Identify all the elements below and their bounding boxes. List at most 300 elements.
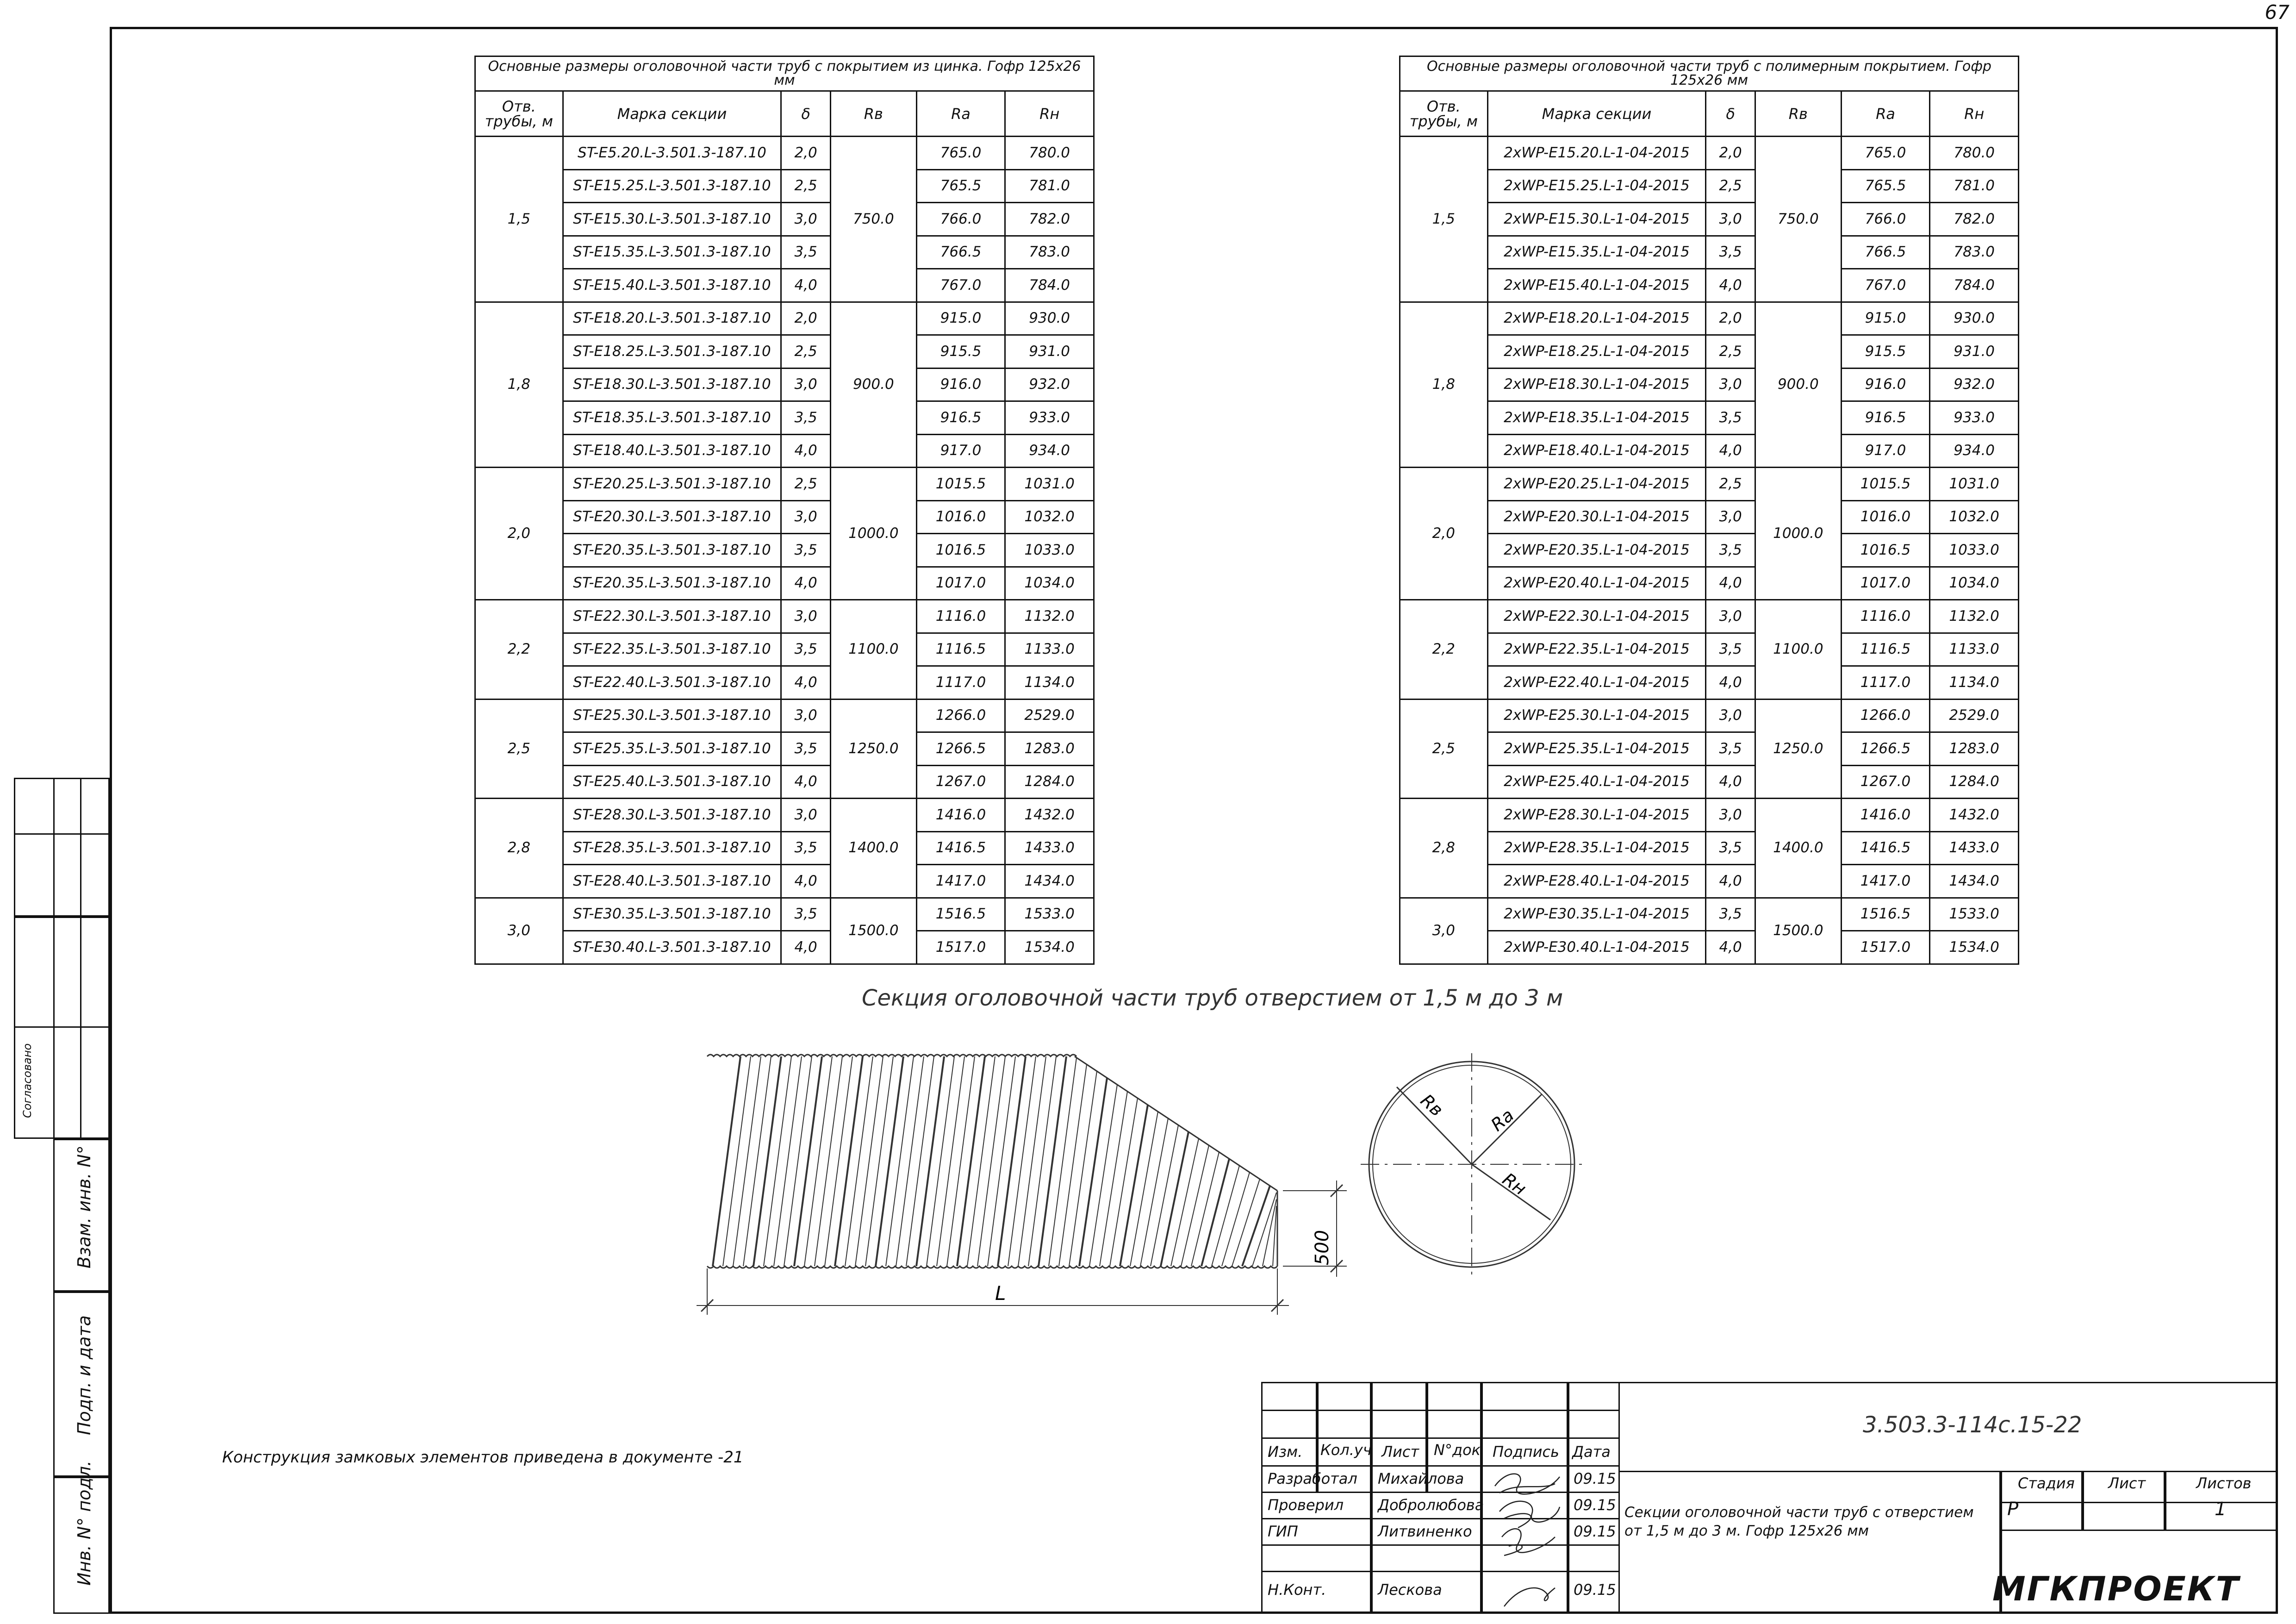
ra-cell: 766.5: [916, 236, 1005, 269]
table-row: [475, 732, 1094, 766]
section-mark-cell: 2xWP-E28.35.L-1-04-2015: [1487, 831, 1706, 865]
column-header: Отв. трубы, м: [1400, 91, 1488, 137]
ra-cell: 766.0: [1841, 203, 1930, 236]
polymer-dimensions-table: [1399, 56, 2019, 965]
signatures: [1490, 1468, 1569, 1611]
section-mark-cell: ST-E28.30.L-3.501.3-187.10: [563, 799, 781, 832]
ra-cell: 1266.5: [1841, 732, 1930, 766]
col-header-sheet: Лист: [1381, 1443, 1419, 1461]
thickness-cell: 3,0: [781, 500, 831, 534]
rn-cell: 1033.0: [1005, 534, 1094, 567]
rn-cell: 1032.0: [1930, 500, 2019, 534]
rn-cell: 930.0: [1005, 302, 1094, 335]
section-mark-cell: 2xWP-E20.25.L-1-04-2015: [1487, 468, 1706, 501]
section-mark-cell: ST-E15.35.L-3.501.3-187.10: [563, 236, 781, 269]
rn-cell: 2529.0: [1930, 699, 2019, 732]
section-mark-cell: ST-E30.35.L-3.501.3-187.10: [563, 898, 781, 931]
ra-cell: 1266.5: [916, 732, 1005, 766]
hole-size-cell: 1,5: [1400, 137, 1488, 302]
thickness-cell: 2,0: [1706, 302, 1755, 335]
rn-cell: 1134.0: [1005, 666, 1094, 700]
hole-size-cell: 2,2: [475, 600, 563, 700]
section-mark-cell: ST-E22.30.L-3.501.3-187.10: [563, 600, 781, 633]
thickness-cell: 3,0: [1706, 699, 1755, 732]
col-header-signature: Подпись: [1493, 1443, 1559, 1461]
table-row: [475, 169, 1094, 203]
table-row: [1400, 600, 2019, 633]
section-mark-cell: 2xWP-E25.40.L-1-04-2015: [1487, 765, 1706, 799]
thickness-cell: 3,0: [1706, 600, 1755, 633]
hatch-line: [1120, 1105, 1148, 1266]
rn-cell: 1132.0: [1930, 600, 2019, 633]
thickness-cell: 3,0: [1706, 368, 1755, 401]
rn-cell: 781.0: [1930, 169, 2019, 203]
rn-cell: 1534.0: [1930, 931, 2019, 964]
bottom-corrugation: [707, 1266, 1277, 1268]
sheet-label: Лист: [2108, 1474, 2146, 1492]
table-row: [475, 203, 1094, 236]
hole-size-cell: 3,0: [1400, 898, 1488, 964]
ra-cell: 1416.0: [1841, 799, 1930, 832]
section-mark-cell: 2xWP-E28.40.L-1-04-2015: [1487, 865, 1706, 898]
col-header-change: Изм.: [1268, 1443, 1303, 1461]
stage-value: Р: [2007, 1499, 2019, 1520]
column-header: δ: [1706, 91, 1755, 137]
ra-cell: 915.0: [1841, 302, 1930, 335]
rn-cell: 1034.0: [1005, 567, 1094, 600]
section-mark-cell: ST-E15.30.L-3.501.3-187.10: [563, 203, 781, 236]
section-mark-cell: ST-E22.40.L-3.501.3-187.10: [563, 666, 781, 700]
thickness-cell: 2,5: [781, 335, 831, 369]
rn-cell: 1432.0: [1005, 799, 1094, 832]
rn-cell: 783.0: [1005, 236, 1094, 269]
section-mark-cell: 2xWP-E30.35.L-1-04-2015: [1487, 898, 1706, 931]
section-mark-cell: ST-E30.40.L-3.501.3-187.10: [563, 931, 781, 964]
table-title: Основные размеры оголовочной части труб с полимерным покрытием. Гофр 125x26 мм: [1400, 56, 2019, 91]
signer-name: Михайлова: [1378, 1470, 1464, 1487]
section-cross-view: [1361, 1053, 1620, 1294]
ra-cell: 915.5: [1841, 335, 1930, 369]
table-row: [1400, 302, 2019, 335]
table-row: [475, 831, 1094, 865]
section-mark-cell: ST-E25.30.L-3.501.3-187.10: [563, 699, 781, 732]
ra-cell: 1017.0: [916, 567, 1005, 600]
rn-cell: 933.0: [1930, 401, 2019, 435]
thickness-cell: 3,5: [781, 401, 831, 435]
thickness-cell: 2,0: [1706, 137, 1755, 170]
table-row: [475, 633, 1094, 666]
signer-role: Проверил: [1268, 1496, 1344, 1514]
thickness-cell: 3,5: [1706, 831, 1755, 865]
rn-cell: 1534.0: [1005, 931, 1094, 964]
title-block: [1261, 1382, 2278, 1614]
hole-size-cell: 2,8: [1400, 799, 1488, 898]
ra-cell: 765.0: [916, 137, 1005, 170]
thickness-cell: 3,5: [1706, 633, 1755, 666]
thickness-cell: 4,0: [781, 865, 831, 898]
col-header-docno: N°док: [1434, 1441, 1481, 1459]
section-mark-cell: ST-E25.40.L-3.501.3-187.10: [563, 765, 781, 799]
ra-cell: 1015.5: [1841, 468, 1930, 501]
table-row: [1400, 898, 2019, 931]
thickness-cell: 4,0: [781, 434, 831, 468]
thickness-cell: 4,0: [781, 931, 831, 964]
section-mark-cell: 2xWP-E25.35.L-1-04-2015: [1487, 732, 1706, 766]
column-header: Rв: [1755, 91, 1842, 137]
table-row: [475, 931, 1094, 964]
signer-role: Разработал: [1268, 1470, 1357, 1487]
ra-cell: 1016.0: [1841, 500, 1930, 534]
table-row: [475, 137, 1094, 170]
rv-cell: 1000.0: [831, 468, 917, 600]
ra-cell: 1517.0: [1841, 931, 1930, 964]
hole-size-cell: 1,8: [475, 302, 563, 468]
section-mark-cell: ST-E28.35.L-3.501.3-187.10: [563, 831, 781, 865]
ra-cell: 915.0: [916, 302, 1005, 335]
ra-cell: 1116.5: [916, 633, 1005, 666]
table-row: [475, 600, 1094, 633]
hatch-line: [1171, 1138, 1199, 1266]
signer-date: 09.15: [1574, 1523, 1616, 1540]
rn-cell: 934.0: [1930, 434, 2019, 468]
thickness-cell: 3,5: [781, 732, 831, 766]
zinc-dimensions-table: [474, 56, 1095, 965]
hatch-line: [1201, 1159, 1229, 1266]
thickness-cell: 4,0: [1706, 666, 1755, 700]
rn-cell: 781.0: [1005, 169, 1094, 203]
stage-label: Стадия: [2018, 1474, 2075, 1492]
table-row: [1400, 169, 2019, 203]
ra-cell: 916.0: [1841, 368, 1930, 401]
rn-cell: 1133.0: [1930, 633, 2019, 666]
table-row: [475, 898, 1094, 931]
rn-cell: 1434.0: [1930, 865, 2019, 898]
thickness-cell: 4,0: [781, 666, 831, 700]
thickness-cell: 3,5: [781, 898, 831, 931]
rn-cell: 1133.0: [1005, 633, 1094, 666]
section-mark-cell: ST-E18.30.L-3.501.3-187.10: [563, 368, 781, 401]
rv-cell: 900.0: [831, 302, 917, 468]
col-header-count: Кол.уч: [1320, 1441, 1372, 1459]
hole-size-cell: 2,2: [1400, 600, 1488, 700]
thickness-cell: 3,5: [781, 831, 831, 865]
thickness-cell: 3,5: [781, 633, 831, 666]
table-row: [475, 500, 1094, 534]
table-row: [475, 699, 1094, 732]
ra-cell: 916.5: [916, 401, 1005, 435]
label-ra: Ra: [1487, 1105, 1518, 1136]
rn-cell: 1284.0: [1005, 765, 1094, 799]
ra-cell: 1116.0: [916, 600, 1005, 633]
thickness-cell: 4,0: [1706, 434, 1755, 468]
thickness-cell: 4,0: [781, 765, 831, 799]
hole-size-cell: 3,0: [475, 898, 563, 964]
signer-name: Добролюбова: [1378, 1496, 1484, 1514]
section-mark-cell: ST-E18.35.L-3.501.3-187.10: [563, 401, 781, 435]
hatch-line: [1079, 1078, 1107, 1266]
ra-cell: 1116.5: [1841, 633, 1930, 666]
section-mark-cell: 2xWP-E18.20.L-1-04-2015: [1487, 302, 1706, 335]
column-header: Rн: [1005, 91, 1094, 137]
table-row: [475, 468, 1094, 501]
hole-size-cell: 1,5: [475, 137, 563, 302]
thickness-cell: 3,0: [1706, 799, 1755, 832]
ra-cell: 917.0: [1841, 434, 1930, 468]
rv-cell: 900.0: [1755, 302, 1842, 468]
thickness-cell: 3,0: [781, 368, 831, 401]
rn-cell: 931.0: [1930, 335, 2019, 369]
section-mark-cell: ST-E5.20.L-3.501.3-187.10: [563, 137, 781, 170]
section-mark-cell: 2xWP-E15.35.L-1-04-2015: [1487, 236, 1706, 269]
ra-cell: 765.5: [1841, 169, 1930, 203]
section-mark-cell: ST-E18.20.L-3.501.3-187.10: [563, 302, 781, 335]
signer-date: 09.15: [1574, 1496, 1616, 1514]
rv-cell: 1400.0: [1755, 799, 1842, 898]
ra-cell: 767.0: [1841, 269, 1930, 302]
thickness-cell: 3,0: [781, 203, 831, 236]
inv-replace-label: Взам. инв. N°: [74, 1145, 94, 1268]
thickness-cell: 2,5: [781, 169, 831, 203]
rn-cell: 1533.0: [1005, 898, 1094, 931]
section-mark-cell: 2xWP-E18.40.L-1-04-2015: [1487, 434, 1706, 468]
ra-cell: 766.5: [1841, 236, 1930, 269]
rn-cell: 1283.0: [1930, 732, 2019, 766]
signer-name: Лескова: [1378, 1581, 1442, 1599]
table-row: [1400, 865, 2019, 898]
rn-cell: 1434.0: [1005, 865, 1094, 898]
rn-cell: 784.0: [1005, 269, 1094, 302]
rn-cell: 931.0: [1005, 335, 1094, 369]
table-row: [475, 865, 1094, 898]
thickness-cell: 4,0: [1706, 865, 1755, 898]
hatch-line: [1140, 1118, 1168, 1266]
ra-cell: 917.0: [916, 434, 1005, 468]
thickness-cell: 2,0: [781, 302, 831, 335]
rn-cell: 782.0: [1005, 203, 1094, 236]
table-row: [475, 434, 1094, 468]
column-header: Отв. трубы, м: [475, 91, 563, 137]
inv-orig-label: Инв. N° подл.: [74, 1460, 94, 1586]
column-header: Rн: [1930, 91, 2019, 137]
rn-cell: 1284.0: [1930, 765, 2019, 799]
table-row: [475, 335, 1094, 369]
table-row: [1400, 732, 2019, 766]
column-header: Rв: [831, 91, 917, 137]
rn-cell: 1034.0: [1930, 567, 2019, 600]
signer-name: Литвиненко: [1378, 1523, 1472, 1540]
thickness-cell: 3,5: [1706, 534, 1755, 567]
thickness-cell: 2,5: [1706, 169, 1755, 203]
hatch-line: [1212, 1166, 1239, 1266]
thickness-cell: 2,5: [1706, 335, 1755, 369]
rn-cell: 1433.0: [1930, 831, 2019, 865]
hatch-line: [1089, 1085, 1117, 1266]
section-mark-cell: ST-E18.25.L-3.501.3-187.10: [563, 335, 781, 369]
ra-cell: 915.5: [916, 335, 1005, 369]
ra-cell: 1267.0: [1841, 765, 1930, 799]
thickness-cell: 3,0: [1706, 500, 1755, 534]
rn-cell: 1533.0: [1930, 898, 2019, 931]
rn-cell: 1033.0: [1930, 534, 2019, 567]
ra-cell: 1516.5: [1841, 898, 1930, 931]
table-row: [1400, 401, 2019, 435]
page-number: 67: [2265, 1, 2290, 24]
section-mark-cell: ST-E18.40.L-3.501.3-187.10: [563, 434, 781, 468]
label-rv: Rв: [1416, 1090, 1447, 1121]
ra-cell: 1016.5: [916, 534, 1005, 567]
thickness-cell: 3,0: [781, 699, 831, 732]
table-row: [1400, 269, 2019, 302]
section-mark-cell: 2xWP-E18.25.L-1-04-2015: [1487, 335, 1706, 369]
dim-length-label: L: [995, 1282, 1006, 1305]
hatch-line: [1161, 1132, 1188, 1266]
thickness-cell: 3,5: [1706, 898, 1755, 931]
rn-cell: 1031.0: [1005, 468, 1094, 501]
section-mark-cell: 2xWP-E15.40.L-1-04-2015: [1487, 269, 1706, 302]
thickness-cell: 4,0: [1706, 931, 1755, 964]
agreed-label: Согласовано: [21, 1043, 34, 1118]
thickness-cell: 4,0: [1706, 269, 1755, 302]
table-row: [475, 534, 1094, 567]
thickness-cell: 2,5: [1706, 468, 1755, 501]
document-code: 3.503.3-114с.15-22: [1863, 1412, 2082, 1438]
rv-cell: 1250.0: [831, 699, 917, 799]
section-mark-cell: 2xWP-E22.30.L-1-04-2015: [1487, 600, 1706, 633]
sheet-description: Секции оголовочной части труб с отверстием от 1,5 м до 3 м. Гофр 125х26 мм: [1624, 1504, 1974, 1539]
thickness-cell: 4,0: [1706, 765, 1755, 799]
ra-cell: 1517.0: [916, 931, 1005, 964]
table-row: [1400, 633, 2019, 666]
section-mark-cell: 2xWP-E18.30.L-1-04-2015: [1487, 368, 1706, 401]
drawing-title: Секция оголовочной части труб отверстием от 1,5 м до 3 м: [862, 985, 1563, 1011]
rn-cell: 1432.0: [1930, 799, 2019, 832]
rn-cell: 934.0: [1005, 434, 1094, 468]
col-header-date: Дата: [1572, 1443, 1611, 1461]
hatch-line: [1130, 1112, 1158, 1266]
rv-cell: 1500.0: [831, 898, 917, 964]
table-row: [1400, 799, 2019, 832]
section-mark-cell: ST-E22.35.L-3.501.3-187.10: [563, 633, 781, 666]
table-row: [1400, 500, 2019, 534]
label-rn: Rн: [1499, 1168, 1530, 1199]
section-mark-cell: ST-E20.35.L-3.501.3-187.10: [563, 567, 781, 600]
column-header: Марка секции: [563, 91, 781, 137]
ra-cell: 765.5: [916, 169, 1005, 203]
rv-cell: 1500.0: [1755, 898, 1842, 964]
thickness-cell: 2,0: [781, 137, 831, 170]
top-corrugation: [707, 1055, 1076, 1056]
ra-cell: 1015.5: [916, 468, 1005, 501]
thickness-cell: 3,5: [781, 236, 831, 269]
rn-cell: 2529.0: [1005, 699, 1094, 732]
rv-cell: 1100.0: [831, 600, 917, 700]
signer-date: 09.15: [1574, 1470, 1616, 1487]
ra-cell: 767.0: [916, 269, 1005, 302]
dim-height-label: 500: [1312, 1230, 1333, 1266]
section-mark-cell: ST-E15.25.L-3.501.3-187.10: [563, 169, 781, 203]
thickness-cell: 3,0: [781, 799, 831, 832]
rn-cell: 780.0: [1005, 137, 1094, 170]
table-row: [1400, 368, 2019, 401]
section-mark-cell: ST-E15.40.L-3.501.3-187.10: [563, 269, 781, 302]
ra-cell: 1266.0: [916, 699, 1005, 732]
thickness-cell: 3,5: [1706, 236, 1755, 269]
rn-cell: 784.0: [1930, 269, 2019, 302]
hatch-line: [1059, 1064, 1087, 1266]
table-row: [1400, 434, 2019, 468]
table-row: [475, 236, 1094, 269]
hole-size-cell: 2,5: [1400, 699, 1488, 799]
rn-cell: 1032.0: [1005, 500, 1094, 534]
section-mark-cell: 2xWP-E30.40.L-1-04-2015: [1487, 931, 1706, 964]
table-row: [475, 799, 1094, 832]
ra-cell: 1017.0: [1841, 567, 1930, 600]
rv-cell: 750.0: [831, 137, 917, 302]
signer-role: Н.Конт.: [1268, 1581, 1326, 1599]
sheets-label: Листов: [2196, 1474, 2252, 1492]
rn-cell: 1031.0: [1930, 468, 2019, 501]
thickness-cell: 4,0: [781, 567, 831, 600]
thickness-cell: 3,5: [1706, 732, 1755, 766]
rn-cell: 932.0: [1005, 368, 1094, 401]
thickness-cell: 3,0: [1706, 203, 1755, 236]
left-margin-stamp: [14, 778, 110, 1614]
section-mark-cell: 2xWP-E15.30.L-1-04-2015: [1487, 203, 1706, 236]
signer-date: 09.15: [1574, 1581, 1616, 1599]
section-mark-cell: 2xWP-E15.20.L-1-04-2015: [1487, 137, 1706, 170]
column-header: δ: [781, 91, 831, 137]
table-row: [1400, 567, 2019, 600]
rn-cell: 1283.0: [1005, 732, 1094, 766]
table-row: [475, 567, 1094, 600]
rv-cell: 1400.0: [831, 799, 917, 898]
section-mark-cell: 2xWP-E22.35.L-1-04-2015: [1487, 633, 1706, 666]
ra-cell: 766.0: [916, 203, 1005, 236]
hole-size-cell: 2,5: [475, 699, 563, 799]
rv-cell: 1000.0: [1755, 468, 1842, 600]
table-row: [1400, 666, 2019, 700]
section-mark-cell: 2xWP-E20.30.L-1-04-2015: [1487, 500, 1706, 534]
hole-size-cell: 2,8: [475, 799, 563, 898]
table-row: [1400, 534, 2019, 567]
section-mark-cell: 2xWP-E28.30.L-1-04-2015: [1487, 799, 1706, 832]
ra-cell: 1516.5: [916, 898, 1005, 931]
table-title: Основные размеры оголовочной части труб с покрытием из цинка. Гофр 125x26 мм: [475, 56, 1094, 91]
section-mark-cell: ST-E20.30.L-3.501.3-187.10: [563, 500, 781, 534]
ra-cell: 916.5: [1841, 401, 1930, 435]
rn-cell: 1134.0: [1930, 666, 2019, 700]
section-mark-cell: ST-E25.35.L-3.501.3-187.10: [563, 732, 781, 766]
thickness-cell: 2,5: [781, 468, 831, 501]
section-mark-cell: 2xWP-E20.35.L-1-04-2015: [1487, 534, 1706, 567]
rv-cell: 1250.0: [1755, 699, 1842, 799]
rn-cell: 783.0: [1930, 236, 2019, 269]
section-mark-cell: ST-E20.35.L-3.501.3-187.10: [563, 534, 781, 567]
table-row: [475, 666, 1094, 700]
ra-cell: 1116.0: [1841, 600, 1930, 633]
column-header: Rа: [916, 91, 1005, 137]
ra-cell: 1417.0: [1841, 865, 1930, 898]
sign-date-label: Подп. и дата: [74, 1315, 94, 1435]
table-row: [1400, 137, 2019, 170]
table-row: [1400, 203, 2019, 236]
company-logo: МГКПРОЕКТ: [1992, 1569, 2240, 1608]
table-row: [475, 765, 1094, 799]
ra-cell: 1417.0: [916, 865, 1005, 898]
ra-cell: 1016.0: [916, 500, 1005, 534]
hatch-line: [1181, 1145, 1209, 1266]
table-row: [1400, 335, 2019, 369]
